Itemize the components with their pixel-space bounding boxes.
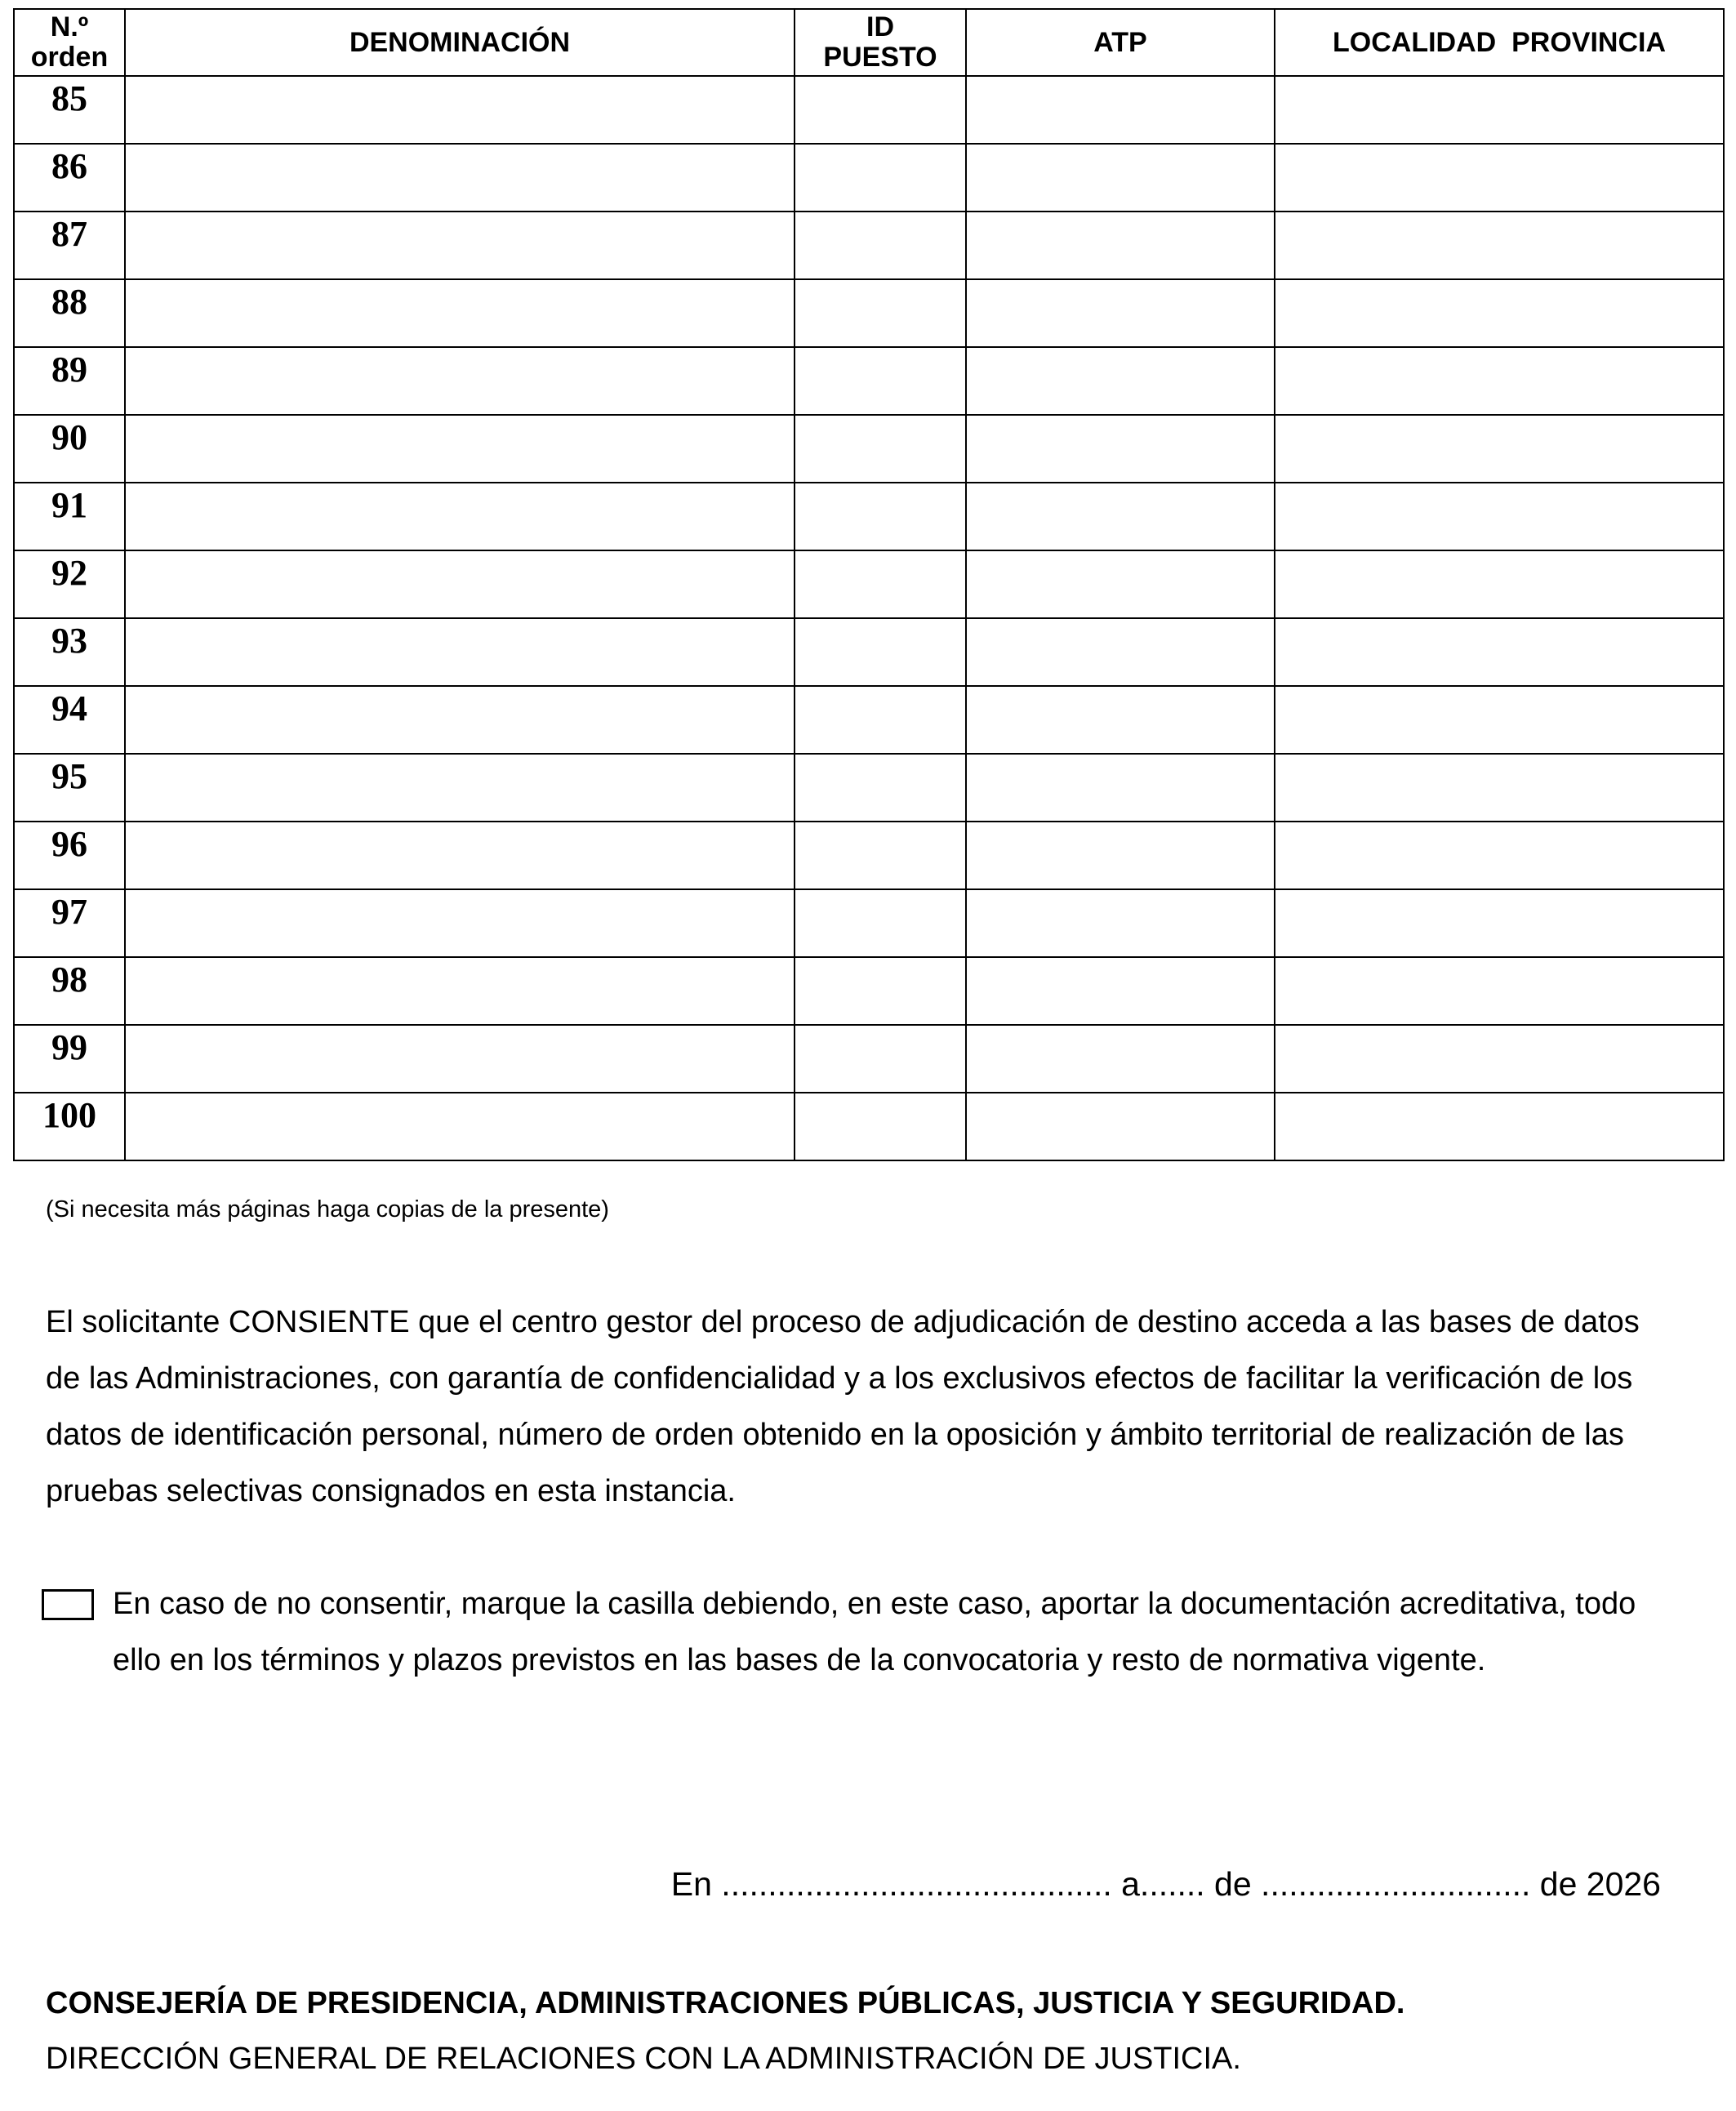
table-row [14, 1025, 1724, 1093]
id-puesto-cell[interactable] [795, 822, 966, 889]
table-row [14, 822, 1724, 889]
localidad-provincia-cell[interactable] [1275, 212, 1724, 279]
date-place-line: En .......................................... a....... de ............................. de 2026 [670, 1865, 1661, 1903]
header-localidad-provincia: LOCALIDAD PROVINCIA [1275, 9, 1724, 76]
id-puesto-cell[interactable] [795, 618, 966, 686]
order-number-cell: 93 [14, 618, 125, 686]
localidad-provincia-cell[interactable] [1275, 822, 1724, 889]
table-row [14, 550, 1724, 618]
id-puesto-cell[interactable] [795, 1025, 966, 1093]
department-name: CONSEJERÍA DE PRESIDENCIA, ADMINISTRACIONES PÚBLICAS, JUSTICIA Y SEGURIDAD. [46, 1986, 1405, 2020]
localidad-provincia-cell[interactable] [1275, 1093, 1724, 1160]
denominacion-cell[interactable] [125, 686, 795, 754]
id-puesto-cell[interactable] [795, 686, 966, 754]
order-number-cell: 97 [14, 889, 125, 957]
order-number-cell: 88 [14, 279, 125, 347]
table-row [14, 347, 1724, 415]
order-number-cell: 89 [14, 347, 125, 415]
order-number-cell: 100 [14, 1093, 125, 1160]
subdepartment-name: DIRECCIÓN GENERAL DE RELACIONES CON LA ADMINISTRACIÓN DE JUSTICIA. [46, 2042, 1241, 2076]
id-puesto-cell[interactable] [795, 550, 966, 618]
order-number-cell: 86 [14, 144, 125, 212]
table-row [14, 686, 1724, 754]
table-row [14, 754, 1724, 822]
table-row [14, 483, 1724, 550]
table-row [14, 889, 1724, 957]
table-row [14, 415, 1724, 483]
atp-cell[interactable] [966, 822, 1275, 889]
localidad-provincia-cell[interactable] [1275, 415, 1724, 483]
destinations-table [13, 8, 1725, 1161]
header-orden [14, 9, 125, 76]
atp-cell[interactable] [966, 347, 1275, 415]
localidad-provincia-cell[interactable] [1275, 144, 1724, 212]
table-row [14, 618, 1724, 686]
denominacion-cell[interactable] [125, 822, 795, 889]
localidad-provincia-cell[interactable] [1275, 686, 1724, 754]
copies-note: (Si necesita más páginas haga copias de la presente) [46, 1196, 609, 1223]
id-puesto-cell[interactable] [795, 957, 966, 1025]
header-denominacion: DENOMINACIÓN [125, 9, 795, 76]
table-row [14, 279, 1724, 347]
atp-cell[interactable] [966, 686, 1275, 754]
id-puesto-cell[interactable] [795, 212, 966, 279]
denominacion-cell[interactable] [125, 347, 795, 415]
id-puesto-cell[interactable] [795, 347, 966, 415]
order-number-cell: 85 [14, 76, 125, 144]
id-puesto-cell[interactable] [795, 76, 966, 144]
table-header-row [14, 9, 1724, 76]
order-number-cell: 95 [14, 754, 125, 822]
table-row [14, 212, 1724, 279]
localidad-provincia-cell[interactable] [1275, 889, 1724, 957]
id-puesto-cell[interactable] [795, 889, 966, 957]
localidad-provincia-cell[interactable] [1275, 618, 1724, 686]
atp-cell[interactable] [966, 754, 1275, 822]
atp-cell[interactable] [966, 957, 1275, 1025]
localidad-provincia-cell[interactable] [1275, 279, 1724, 347]
id-puesto-cell[interactable] [795, 279, 966, 347]
localidad-provincia-cell[interactable] [1275, 550, 1724, 618]
denominacion-cell[interactable] [125, 483, 795, 550]
atp-cell[interactable] [966, 618, 1275, 686]
order-number-cell: 87 [14, 212, 125, 279]
denominacion-cell[interactable] [125, 618, 795, 686]
localidad-provincia-cell[interactable] [1275, 1025, 1724, 1093]
denominacion-cell[interactable] [125, 212, 795, 279]
atp-cell[interactable] [966, 1093, 1275, 1160]
localidad-provincia-cell[interactable] [1275, 76, 1724, 144]
header-id-puesto-label: ID PUESTO [823, 11, 937, 73]
denominacion-cell[interactable] [125, 1093, 795, 1160]
id-puesto-cell[interactable] [795, 144, 966, 212]
denominacion-cell[interactable] [125, 144, 795, 212]
id-puesto-cell[interactable] [795, 754, 966, 822]
header-id-puesto [795, 9, 966, 76]
header-atp: ATP [966, 9, 1275, 76]
atp-cell[interactable] [966, 76, 1275, 144]
no-consent-paragraph: En caso de no consentir, marque la casilla debiendo, en este caso, aportar la documentación acreditativa, todo ello en los términos y plazos previstos en las bases de la convocatoria y resto de normativa vigente. [113, 1587, 1636, 1677]
denominacion-cell[interactable] [125, 279, 795, 347]
atp-cell[interactable] [966, 483, 1275, 550]
id-puesto-cell[interactable] [795, 415, 966, 483]
order-number-cell: 94 [14, 686, 125, 754]
atp-cell[interactable] [966, 889, 1275, 957]
id-puesto-cell[interactable] [795, 483, 966, 550]
denominacion-cell[interactable] [125, 415, 795, 483]
order-number-cell: 96 [14, 822, 125, 889]
consent-paragraph: El solicitante CONSIENTE que el centro gestor del proceso de adjudicación de destino acceda a las bases de datos de las Administraciones, con garantía de confidencialidad y a los exclusivos efectos de facilitar la verificación de los datos de identificación personal, número de orden obtenido en la oposición y ámbito territorial de realización de las pruebas selectivas consignados en esta instancia. [46, 1305, 1640, 1508]
atp-cell[interactable] [966, 144, 1275, 212]
denominacion-cell[interactable] [125, 957, 795, 1025]
order-number-cell: 91 [14, 483, 125, 550]
order-number-cell: 99 [14, 1025, 125, 1093]
order-number-cell: 98 [14, 957, 125, 1025]
order-number-cell: 90 [14, 415, 125, 483]
atp-cell[interactable] [966, 550, 1275, 618]
localidad-provincia-cell[interactable] [1275, 347, 1724, 415]
denominacion-cell[interactable] [125, 889, 795, 957]
no-consent-checkbox[interactable] [42, 1589, 94, 1620]
atp-cell[interactable] [966, 1025, 1275, 1093]
id-puesto-cell[interactable] [795, 1093, 966, 1160]
denominacion-cell[interactable] [125, 76, 795, 144]
table-row [14, 76, 1724, 144]
localidad-provincia-cell[interactable] [1275, 483, 1724, 550]
order-number-cell: 92 [14, 550, 125, 618]
table-row [14, 144, 1724, 212]
atp-cell[interactable] [966, 212, 1275, 279]
atp-cell[interactable] [966, 415, 1275, 483]
localidad-provincia-cell[interactable] [1275, 957, 1724, 1025]
table-row [14, 1093, 1724, 1160]
denominacion-cell[interactable] [125, 1025, 795, 1093]
denominacion-cell[interactable] [125, 754, 795, 822]
denominacion-cell[interactable] [125, 550, 795, 618]
atp-cell[interactable] [966, 279, 1275, 347]
table-row [14, 957, 1724, 1025]
header-orden-label: N.º orden [30, 11, 109, 73]
localidad-provincia-cell[interactable] [1275, 754, 1724, 822]
